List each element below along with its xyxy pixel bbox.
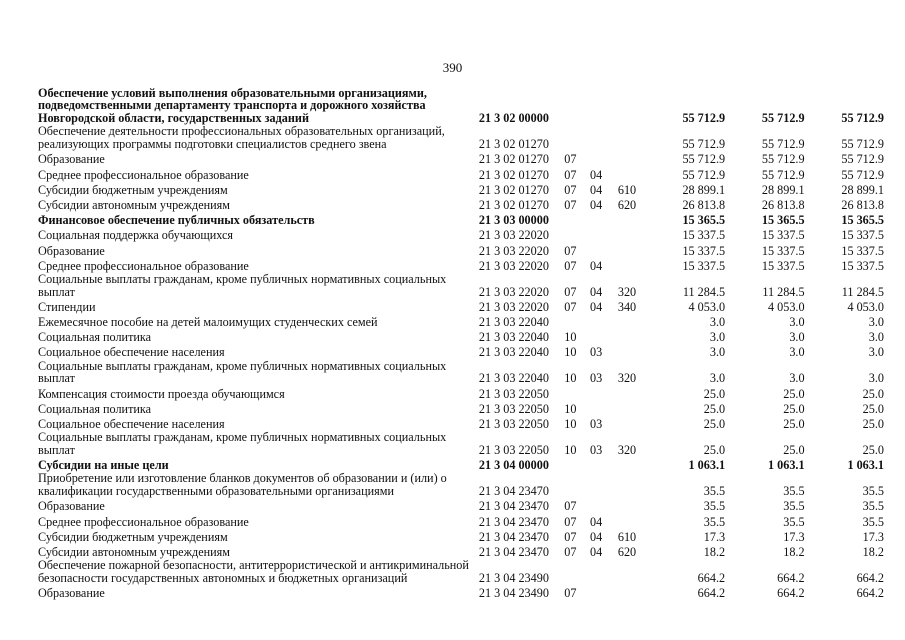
row-name: Образование (38, 586, 105, 601)
row-sum-1: 3.0 (709, 330, 726, 345)
table-row (38, 457, 884, 472)
row-csr-code: 21 3 03 22050 (478, 417, 549, 432)
row-name: Социальная политика (38, 401, 152, 416)
row-expense-type-code: 620 (617, 544, 637, 559)
row-sum-3: 17.3 (862, 529, 884, 544)
row-name: Социальные выплаты гражданам, кроме публичных нормативных социальных выплат (38, 271, 447, 299)
row-expense-type-code: 620 (617, 197, 637, 212)
table-row (38, 151, 884, 166)
table-row (38, 242, 884, 257)
row-name: Финансовое обеспечение публичных обязательств (38, 213, 315, 228)
row-sum-1: 25.0 (703, 443, 726, 458)
row-subsection-code: 03 (590, 345, 603, 360)
row-sum-3: 25.0 (862, 443, 884, 458)
row-section-code: 07 (564, 544, 577, 559)
row-name: Субсидии на иные цели (38, 458, 169, 473)
row-sum-3: 35.5 (862, 499, 884, 514)
table-row (38, 416, 884, 431)
row-name: Социальное обеспечение населения (38, 417, 225, 432)
row-sum-2: 18.2 (783, 544, 805, 559)
row-name: Обеспечение пожарной безопасности, антитеррористической и антикриминальной безопасности государственных автономных и бюджетных организаций (38, 558, 469, 585)
row-sum-3: 25.0 (862, 401, 884, 416)
row-sum-2: 55 712.9 (761, 137, 805, 152)
row-section-code: 07 (564, 152, 577, 167)
row-csr-code: 21 3 03 22050 (478, 443, 549, 458)
table-row (38, 559, 884, 585)
row-name: Социальные выплаты гражданам, кроме публичных нормативных социальных выплат (38, 358, 447, 386)
row-expense-type-code: 320 (617, 371, 637, 386)
table-row (38, 544, 884, 559)
row-sum-2: 15 337.5 (761, 258, 805, 273)
row-name: Социальная поддержка обучающихся (38, 228, 234, 243)
row-sum-3: 28 899.1 (841, 182, 884, 197)
row-sum-1: 664.2 (697, 570, 726, 585)
table-row (38, 314, 884, 329)
row-sum-1: 3.0 (709, 315, 726, 330)
row-sum-1: 55 712.9 (682, 137, 726, 152)
page-number: 390 (442, 60, 463, 75)
row-sum-1: 55 712.9 (682, 111, 726, 126)
row-sum-3: 3.0 (868, 345, 884, 360)
row-csr-code: 21 3 04 23490 (478, 586, 549, 601)
row-sum-1: 25.0 (703, 401, 726, 416)
row-sum-1: 4 053.0 (688, 299, 726, 314)
row-subsection-code: 04 (590, 284, 603, 299)
row-sum-1: 664.2 (697, 586, 726, 601)
row-subsection-code: 04 (590, 167, 603, 182)
row-sum-3: 55 712.9 (841, 137, 884, 152)
row-csr-code: 21 3 03 22040 (478, 345, 549, 360)
row-sum-2: 11 284.5 (762, 284, 805, 299)
row-section-code: 07 (564, 529, 577, 544)
table-row (38, 498, 884, 513)
row-section-code: 07 (564, 243, 577, 258)
row-sum-3: 15 365.5 (841, 213, 884, 228)
row-sum-1: 25.0 (703, 417, 726, 432)
row-subsection-code: 03 (590, 371, 603, 386)
row-section-code: 07 (564, 586, 577, 601)
row-section-code: 07 (564, 284, 577, 299)
row-sum-1: 26 813.8 (682, 197, 726, 212)
row-csr-code: 21 3 04 23470 (478, 514, 549, 529)
table-row (38, 359, 884, 385)
row-sum-3: 25.0 (862, 386, 884, 401)
table-row (38, 197, 884, 212)
row-sum-2: 15 365.5 (761, 213, 805, 228)
row-sum-2: 35.5 (783, 514, 805, 529)
table-row (38, 400, 884, 415)
row-sum-2: 664.2 (777, 570, 805, 585)
row-section-code: 10 (564, 330, 577, 345)
row-section-code: 07 (564, 514, 577, 529)
row-sum-2: 35.5 (783, 484, 805, 499)
row-name: Субсидии автономным учреждениям (38, 197, 230, 212)
row-csr-code: 21 3 02 00000 (478, 111, 549, 126)
row-section-code: 10 (564, 345, 577, 360)
row-section-code: 10 (564, 443, 577, 458)
row-name: Образование (38, 152, 105, 167)
row-sum-2: 664.2 (777, 586, 805, 601)
budget-table (38, 86, 884, 600)
row-name: Субсидии автономным учреждениям (38, 544, 230, 559)
row-sum-2: 25.0 (783, 417, 805, 432)
table-row (38, 181, 884, 196)
row-sum-1: 11 284.5 (682, 284, 726, 299)
row-name: Образование (38, 499, 105, 514)
row-sum-1: 35.5 (703, 514, 726, 529)
row-csr-code: 21 3 03 22020 (478, 299, 549, 314)
row-sum-3: 15 337.5 (841, 258, 884, 273)
row-csr-code: 21 3 03 22020 (478, 228, 549, 243)
row-csr-code: 21 3 03 22020 (478, 284, 549, 299)
row-sum-1: 3.0 (709, 371, 726, 386)
row-sum-2: 25.0 (783, 401, 805, 416)
row-sum-2: 15 337.5 (761, 228, 805, 243)
row-sum-1: 35.5 (703, 484, 726, 499)
row-csr-code: 21 3 04 23470 (478, 499, 549, 514)
row-name: Приобретение или изготовление бланков документов об образовании и (или) о квалификации государственными образовательными организациями (38, 471, 447, 499)
row-subsection-code: 03 (590, 443, 603, 458)
row-csr-code: 21 3 03 22050 (478, 401, 549, 416)
row-sum-1: 15 337.5 (682, 258, 726, 273)
row-sum-3: 11 284.5 (841, 284, 884, 299)
row-name: Среднее профессиональное образование (38, 167, 249, 182)
row-csr-code: 21 3 03 22040 (478, 330, 549, 345)
row-name: Социальное обеспечение населения (38, 345, 225, 360)
row-subsection-code: 03 (590, 417, 603, 432)
table-row (38, 513, 884, 528)
row-name: Обеспечение условий выполнения образовательными организациями, подведомственными департаменту транспорта и дорожного хозяйства Новгородской области, государственных заданий (38, 85, 427, 126)
row-name: Стипендии (38, 299, 96, 314)
table-row (38, 472, 884, 498)
row-csr-code: 21 3 04 23470 (478, 544, 549, 559)
table-row (38, 528, 884, 543)
row-sum-1: 25.0 (703, 386, 726, 401)
row-sum-1: 1 063.1 (688, 458, 726, 473)
table-row (38, 166, 884, 181)
row-section-code: 10 (564, 417, 577, 432)
row-sum-3: 55 712.9 (841, 111, 884, 126)
table-row (38, 585, 884, 600)
row-sum-3: 664.2 (856, 570, 884, 585)
row-section-code: 07 (564, 167, 577, 182)
row-sum-2: 25.0 (783, 443, 805, 458)
row-sum-1: 17.3 (703, 529, 726, 544)
row-subsection-code: 04 (590, 544, 603, 559)
row-name: Субсидии бюджетным учреждениям (38, 529, 228, 544)
row-sum-2: 4 053.0 (767, 299, 805, 314)
row-sum-3: 25.0 (862, 417, 884, 432)
table-row (38, 299, 884, 314)
row-sum-2: 1 063.1 (767, 458, 805, 473)
row-csr-code: 21 3 04 23470 (478, 529, 549, 544)
row-csr-code: 21 3 04 23490 (478, 570, 549, 585)
row-sum-2: 3.0 (789, 315, 805, 330)
row-sum-3: 55 712.9 (841, 152, 884, 167)
row-sum-1: 15 365.5 (682, 213, 726, 228)
row-sum-3: 664.2 (856, 586, 884, 601)
table-row (38, 257, 884, 272)
row-subsection-code: 04 (590, 299, 603, 314)
row-section-code: 07 (564, 299, 577, 314)
row-csr-code: 21 3 02 01270 (478, 197, 549, 212)
row-expense-type-code: 340 (617, 299, 637, 314)
row-sum-2: 26 813.8 (761, 197, 805, 212)
row-sum-1: 55 712.9 (682, 152, 726, 167)
row-sum-2: 35.5 (783, 499, 805, 514)
row-sum-1: 15 337.5 (682, 243, 726, 258)
table-row (38, 212, 884, 227)
row-sum-1: 18.2 (703, 544, 726, 559)
row-sum-2: 55 712.9 (761, 111, 805, 126)
row-sum-1: 55 712.9 (682, 167, 726, 182)
row-sum-2: 3.0 (789, 330, 805, 345)
row-name: Среднее профессиональное образование (38, 258, 249, 273)
table-row (38, 431, 884, 457)
row-csr-code: 21 3 03 22020 (478, 243, 549, 258)
table-row (38, 385, 884, 400)
row-csr-code: 21 3 02 01270 (478, 182, 549, 197)
row-csr-code: 21 3 03 22040 (478, 371, 549, 386)
row-sum-2: 15 337.5 (761, 243, 805, 258)
row-name: Социальные выплаты гражданам, кроме публичных нормативных социальных выплат (38, 430, 447, 458)
row-csr-code: 21 3 02 01270 (478, 152, 549, 167)
row-csr-code: 21 3 03 00000 (478, 213, 549, 228)
table-row (38, 329, 884, 344)
row-name: Обеспечение деятельности профессиональных образовательных организаций, реализующих программы подготовки специалистов среднего звена (38, 124, 445, 152)
table-row (38, 273, 884, 299)
row-sum-3: 1 063.1 (847, 458, 884, 473)
row-csr-code: 21 3 04 00000 (478, 458, 549, 473)
row-sum-1: 35.5 (703, 499, 726, 514)
row-sum-3: 15 337.5 (841, 243, 884, 258)
row-subsection-code: 04 (590, 529, 603, 544)
row-sum-3: 55 712.9 (841, 167, 884, 182)
row-subsection-code: 04 (590, 514, 603, 529)
row-section-code: 07 (564, 182, 577, 197)
row-csr-code: 21 3 03 22050 (478, 386, 549, 401)
row-section-code: 10 (564, 371, 577, 386)
row-name: Среднее профессиональное образование (38, 514, 249, 529)
row-name: Образование (38, 243, 105, 258)
table-row (38, 125, 884, 151)
row-csr-code: 21 3 04 23470 (478, 484, 549, 499)
row-sum-3: 3.0 (868, 315, 884, 330)
row-sum-2: 3.0 (789, 345, 805, 360)
row-csr-code: 21 3 03 22040 (478, 315, 549, 330)
row-section-code: 07 (564, 258, 577, 273)
row-subsection-code: 04 (590, 258, 603, 273)
row-name: Субсидии бюджетным учреждениям (38, 182, 228, 197)
row-sum-1: 28 899.1 (682, 182, 726, 197)
row-sum-3: 3.0 (868, 371, 884, 386)
row-sum-3: 35.5 (862, 484, 884, 499)
row-sum-3: 35.5 (862, 514, 884, 529)
row-expense-type-code: 610 (617, 529, 637, 544)
table-row (38, 227, 884, 242)
row-sum-3: 26 813.8 (841, 197, 884, 212)
row-sum-3: 3.0 (868, 330, 884, 345)
row-sum-3: 18.2 (862, 544, 884, 559)
row-expense-type-code: 320 (617, 284, 637, 299)
row-section-code: 07 (564, 197, 577, 212)
row-sum-2: 25.0 (783, 386, 805, 401)
row-csr-code: 21 3 02 01270 (478, 137, 549, 152)
row-sum-3: 4 053.0 (847, 299, 884, 314)
row-section-code: 10 (564, 401, 577, 416)
row-expense-type-code: 610 (617, 182, 637, 197)
row-sum-2: 28 899.1 (761, 182, 805, 197)
row-sum-1: 3.0 (709, 345, 726, 360)
row-sum-2: 55 712.9 (761, 167, 805, 182)
row-csr-code: 21 3 02 01270 (478, 167, 549, 182)
row-sum-2: 17.3 (783, 529, 805, 544)
table-row (38, 86, 884, 125)
row-sum-1: 15 337.5 (682, 228, 726, 243)
row-sum-3: 15 337.5 (841, 228, 884, 243)
row-subsection-code: 04 (590, 182, 603, 197)
row-sum-2: 3.0 (789, 371, 805, 386)
row-name: Ежемесячное пособие на детей малоимущих студенческих семей (38, 315, 378, 330)
row-expense-type-code: 320 (617, 443, 637, 458)
table-row (38, 344, 884, 359)
row-csr-code: 21 3 03 22020 (478, 258, 549, 273)
row-subsection-code: 04 (590, 197, 603, 212)
row-name: Компенсация стоимости проезда обучающимся (38, 386, 285, 401)
row-sum-2: 55 712.9 (761, 152, 805, 167)
row-section-code: 07 (564, 499, 577, 514)
row-name: Социальная политика (38, 330, 152, 345)
